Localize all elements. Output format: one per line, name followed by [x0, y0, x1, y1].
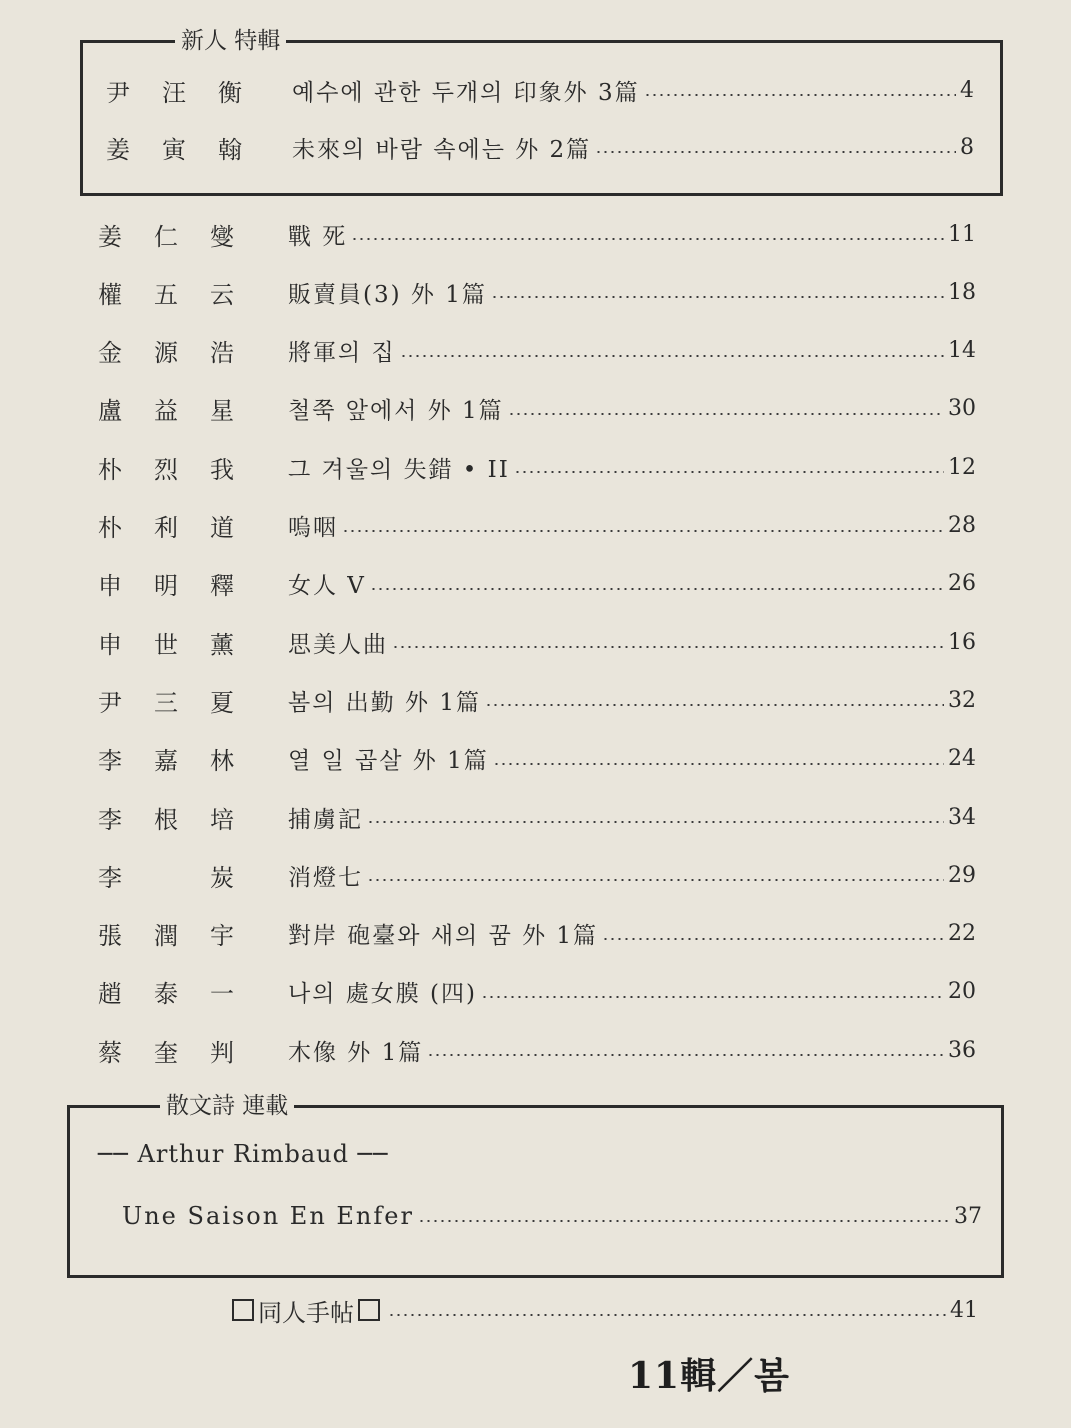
dot-leader — [367, 821, 944, 823]
author-char: 金 — [98, 339, 122, 368]
page-number: 11 — [948, 221, 976, 247]
work-title: 思美人曲 — [288, 631, 388, 658]
special-section-box — [80, 28, 1003, 196]
author-char: 浩 — [210, 339, 234, 368]
author-char: 尹 — [106, 78, 130, 107]
author-char: 朴 — [98, 455, 122, 484]
author-char: 宇 — [210, 922, 234, 951]
page-number: 14 — [948, 338, 976, 364]
dot-leader — [508, 413, 944, 415]
work-title: 철쭉 앞에서 外 1篇 — [288, 398, 504, 425]
author-name — [98, 680, 266, 720]
author-name — [98, 1030, 266, 1070]
dot-leader — [493, 763, 944, 765]
page-number: 16 — [948, 629, 976, 655]
author-char: 明 — [154, 572, 178, 601]
author-name — [106, 127, 274, 167]
work-title: 봄의 出勤 外 1篇 — [288, 689, 482, 716]
work-title: 戰 死 — [288, 223, 348, 250]
toc-entry[interactable] — [98, 389, 976, 429]
page-number: 30 — [948, 396, 976, 422]
dot-leader — [370, 588, 944, 590]
page-number: 26 — [948, 571, 976, 597]
author-char: 根 — [154, 805, 178, 834]
dot-leader — [367, 879, 944, 881]
author-name — [98, 447, 266, 487]
prose-work-title: Une Saison En Enfer — [122, 1202, 414, 1230]
page-number: 24 — [948, 746, 976, 772]
author-name — [98, 739, 266, 779]
prose-section-title: 散文詩 連載 — [160, 1089, 294, 1123]
author-char: 蔡 — [98, 1038, 122, 1067]
toc-entry[interactable] — [98, 564, 976, 604]
page-number: 12 — [948, 454, 976, 480]
page-number: 8 — [960, 134, 974, 160]
author-char: 道 — [210, 514, 234, 542]
author-char: 燮 — [210, 222, 234, 251]
dot-leader — [644, 94, 956, 96]
author-char: 判 — [210, 1038, 234, 1067]
work-title: 예수에 관한 두개의 印象外 3篇 — [292, 79, 640, 106]
author-char: 汪 — [162, 78, 186, 107]
prose-section-box — [67, 1093, 1004, 1278]
author-name — [98, 506, 266, 546]
author-char: 培 — [210, 805, 234, 834]
author-char: 云 — [210, 280, 234, 309]
page-number: 29 — [948, 862, 976, 888]
toc-entry[interactable] — [98, 214, 976, 254]
dot-leader — [392, 646, 944, 648]
toc-entry[interactable] — [106, 127, 974, 167]
author-char: 釋 — [210, 572, 234, 601]
author-char: 三 — [154, 688, 178, 717]
author-char: 奎 — [154, 1038, 178, 1067]
author-char: 林 — [210, 747, 234, 776]
work-title: 對岸 砲臺와 새의 꿈 外 1篇 — [288, 923, 599, 950]
rimbaud-author-line: ── Arthur Rimbaud ── — [98, 1140, 389, 1168]
work-title: 嗚咽 — [288, 515, 338, 541]
page-number: 32 — [948, 687, 976, 713]
toc-entry[interactable] — [98, 506, 976, 546]
author-char: 趙 — [98, 980, 122, 1009]
page-number: 28 — [948, 513, 976, 538]
page-number: 36 — [948, 1037, 976, 1063]
work-title: 捕虜記 — [288, 806, 363, 833]
toc-entry[interactable] — [106, 70, 974, 110]
toc-entry[interactable] — [98, 739, 976, 779]
author-char: 炭 — [210, 863, 234, 892]
author-name — [98, 797, 266, 837]
dot-leader — [485, 704, 944, 706]
square-icon — [232, 1299, 254, 1321]
issue-label: 11輯／봄 — [628, 1355, 790, 1397]
dot-leader — [400, 355, 944, 357]
dot-leader — [481, 996, 944, 998]
dot-leader — [595, 151, 956, 153]
dot-leader — [342, 530, 944, 532]
author-char: 我 — [210, 455, 234, 484]
author-name — [98, 622, 266, 662]
author-char: 衡 — [218, 78, 242, 107]
toc-entry[interactable] — [98, 680, 976, 720]
dot-leader — [514, 471, 944, 473]
author-char: 星 — [210, 397, 234, 426]
page-number: 34 — [948, 804, 976, 830]
author-char: 李 — [98, 747, 122, 776]
toc-entry[interactable] — [98, 1030, 976, 1070]
dot-leader — [351, 238, 944, 240]
work-title: 將軍의 집 — [288, 340, 396, 367]
prose-entry[interactable] — [122, 1196, 982, 1236]
author-char: 烈 — [154, 455, 178, 484]
work-title: 販賣員(3) 外 1篇 — [288, 281, 487, 308]
author-char: 利 — [154, 514, 178, 542]
toc-entry[interactable] — [98, 855, 976, 895]
work-title: 열 일 곱살 外 1篇 — [288, 748, 489, 775]
author-char: 姜 — [98, 222, 122, 251]
dot-leader — [388, 1314, 946, 1316]
author-char: 寅 — [162, 135, 186, 164]
square-icon — [358, 1299, 380, 1321]
work-title: 女人 V — [288, 573, 366, 600]
author-char: 嘉 — [154, 747, 178, 776]
author-char: 姜 — [106, 135, 130, 164]
author-char: 薰 — [210, 630, 234, 659]
author-char: 潤 — [154, 922, 178, 951]
dot-leader — [491, 296, 944, 298]
toc-entry[interactable] — [98, 797, 976, 837]
work-title: 나의 處女膜 (四) — [288, 981, 478, 1008]
author-name — [98, 564, 266, 604]
author-name — [98, 972, 266, 1012]
author-char: 尹 — [98, 688, 122, 717]
work-title: 消燈七 — [288, 864, 363, 891]
author-char: 一 — [210, 980, 234, 1009]
toc-entry[interactable] — [98, 331, 976, 371]
author-char: 盧 — [98, 397, 122, 426]
author-name — [98, 272, 266, 312]
author-char: 五 — [154, 280, 178, 309]
author-char: 李 — [98, 805, 122, 834]
dot-leader — [418, 1220, 950, 1222]
author-char: 權 — [98, 280, 122, 309]
work-title: 木像 外 1篇 — [288, 1039, 424, 1066]
page-number: 4 — [960, 77, 974, 103]
author-char: 張 — [98, 922, 122, 951]
author-char: 李 — [98, 863, 122, 892]
author-char: 仁 — [154, 222, 178, 251]
toc-entry[interactable] — [98, 447, 976, 487]
work-title: 그 겨울의 失錯 • II — [288, 456, 510, 483]
notebook-label: 同人手帖 — [258, 1298, 354, 1327]
author-char: 申 — [98, 572, 122, 601]
author-char: 朴 — [98, 514, 122, 542]
toc-entry[interactable] — [98, 622, 976, 662]
toc-entry[interactable] — [98, 272, 976, 312]
author-char: 益 — [154, 397, 178, 426]
author-char: 源 — [154, 339, 178, 368]
author-char: 夏 — [210, 688, 234, 717]
prose-page-number: 37 — [954, 1203, 982, 1229]
special-section-title: 新人 特輯 — [175, 24, 286, 58]
author-name — [98, 914, 266, 954]
author-char: 世 — [154, 630, 178, 659]
author-name — [98, 214, 266, 254]
toc-entry[interactable] — [98, 972, 976, 1012]
author-name — [98, 389, 266, 429]
author-char: 翰 — [218, 135, 242, 164]
notebook-page-number: 41 — [950, 1297, 978, 1323]
notebook-entry[interactable] — [228, 1290, 978, 1330]
page-number: 18 — [948, 279, 976, 305]
author-name — [98, 331, 266, 371]
dot-leader — [602, 938, 944, 940]
toc-entry[interactable] — [98, 914, 976, 954]
page-number: 20 — [948, 979, 976, 1005]
author-name — [106, 70, 274, 110]
author-name — [98, 855, 266, 895]
page-number: 22 — [948, 921, 976, 947]
dot-leader — [427, 1054, 944, 1056]
work-title: 未來의 바람 속에는 外 2篇 — [292, 136, 592, 163]
author-char: 申 — [98, 630, 122, 659]
author-char: 泰 — [154, 980, 178, 1009]
